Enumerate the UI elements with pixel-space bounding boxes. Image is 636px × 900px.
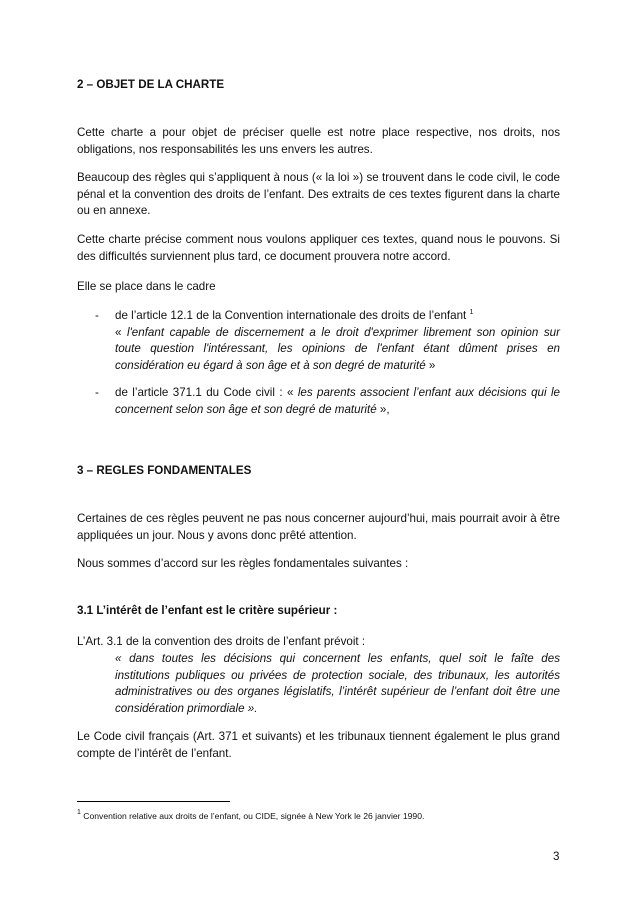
section-3-heading: 3 – REGLES FONDAMENTALES — [77, 464, 252, 477]
bullet-lead — [115, 308, 560, 325]
bullet-item-article-371 — [115, 385, 560, 418]
bullet-item-article-12 — [115, 308, 560, 374]
bullet-lead-text: de l’article 371.1 du Code civil : « — [115, 386, 298, 399]
bullet-lead-text: de l’article 12.1 de la Convention internationale des droits de l’enfant — [115, 309, 467, 322]
footnote-text: Convention relative aux droits de l’enfant, ou CIDE, signée à New York le 26 janvier 1990. — [80, 811, 425, 821]
section-2-paragraph-2: Beaucoup des règles qui s’appliquent à nous (« la loi ») se trouvent dans le code civil, le code pénal et la convention des droits de l’enfant. Des extraits de ces textes figurent dans la charte ou en annexe. — [77, 171, 560, 217]
section-2-paragraph-3: Cette charte précise comment nous voulons appliquer ces textes, quand nous le pouvons. Si des difficultés surviennent plus tard, ce document prouvera notre accord. — [77, 233, 560, 263]
section-3-paragraph-1: Certaines de ces règles peuvent ne pas nous concerner aujourd’hui, mais pourrait avoir à être appliquées un jour. Nous y avons donc prêté attention. — [77, 512, 560, 542]
section-3-paragraph-2: Nous sommes d’accord sur les règles fondamentales suivantes : — [77, 557, 409, 570]
footnote-separator — [77, 801, 230, 802]
footnote — [77, 810, 560, 822]
bullet-dash: - — [95, 309, 99, 322]
page-number: 3 — [553, 850, 560, 863]
section-3-paragraph-3: Le Code civil français (Art. 371 et suivants) et les tribunaux tiennent également le plus grand compte de l’intérêt de l’enfant. — [77, 730, 560, 760]
footnote-reference: 1 — [469, 309, 474, 316]
article-3-1-quote: « dans toutes les décisions qui concernent les enfants, quel soit le faîte des institutions publiques ou privées de protection sociale, des tribunaux, les autorités administratives ou des organes législatifs, l’intérêt supérieur de l’enfant doit être une considération primordiale ». — [115, 652, 560, 715]
section-2-paragraph-1: Cette charte a pour objet de préciser quelle est notre place respective, nos droits, nos obligations, nos responsabilités les uns envers les autres. — [77, 126, 560, 156]
article-3-1-intro: L’Art. 3.1 de la convention des droits de l’enfant prévoit : — [77, 635, 366, 648]
quote-close: », — [376, 402, 390, 416]
footnote-number: 1 — [77, 809, 81, 816]
section-2-heading: 2 – OBJET DE LA CHARTE — [77, 78, 225, 91]
quote-close: » — [425, 358, 436, 372]
section-3-1-heading: 3.1 L’intérêt de l’enfant est le critère supérieur : — [77, 604, 338, 617]
quote-text: l'enfant capable de discernement a le droit d'exprimer librement son opinion sur toute question l'intéressant, les opinions de l'enfant étant dûment prises en considération eu égard à son âge et à son degré de maturité — [115, 325, 560, 372]
bullet-dash: - — [95, 386, 99, 399]
quote-open: « — [115, 325, 128, 339]
bullet-quote — [115, 325, 560, 375]
quote-text: les parents associent l’enfant aux décisions qui le concernent selon son âge et son degré de maturité — [115, 386, 560, 416]
section-2-paragraph-4: Elle se place dans le cadre — [77, 280, 216, 293]
